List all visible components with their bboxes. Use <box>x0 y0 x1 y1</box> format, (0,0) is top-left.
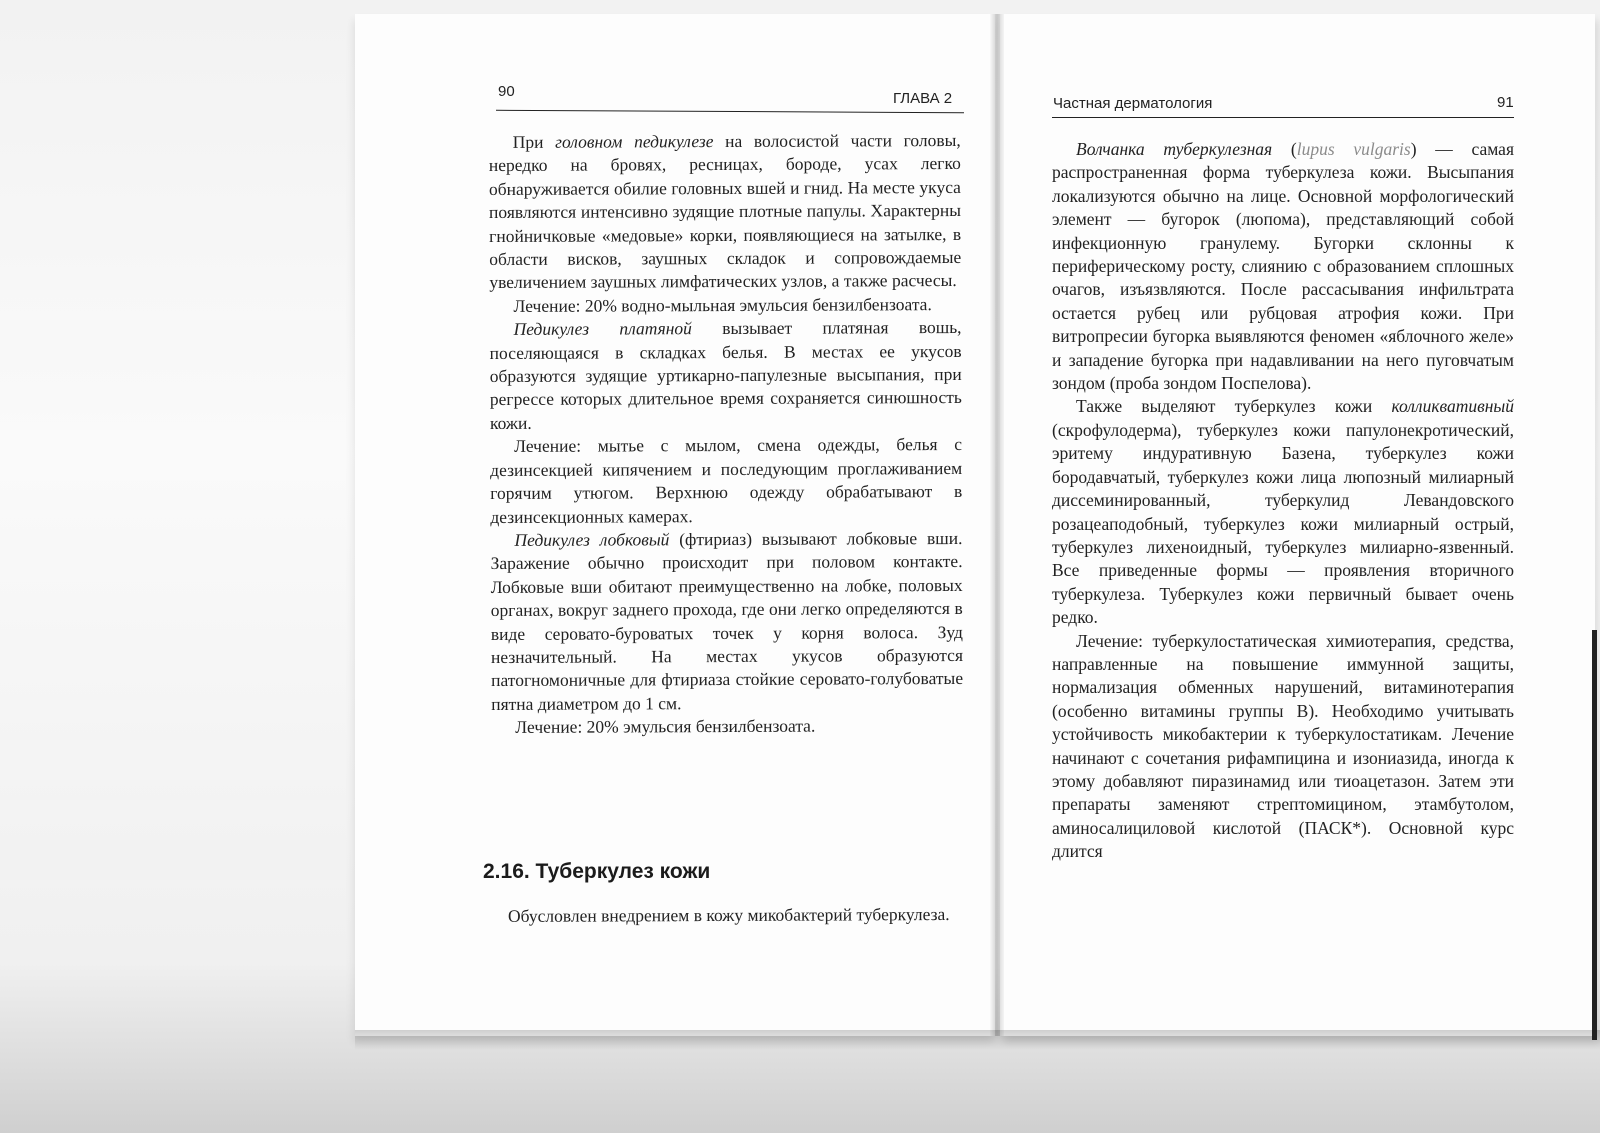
right-header-rule <box>1052 117 1514 118</box>
text-run: При <box>512 131 556 152</box>
paragraph <box>491 714 963 739</box>
paragraph <box>490 433 962 529</box>
right-running-head: Частная дерматология <box>1053 95 1213 112</box>
italic-term: головном педикулезе <box>555 131 714 152</box>
italic-term: колликвативный <box>1391 396 1514 417</box>
left-page-number: 90 <box>498 83 515 100</box>
paragraph <box>489 129 962 295</box>
left-text-column <box>489 129 964 740</box>
paragraph <box>490 527 963 716</box>
italic-latin-term: lupus vulgaris <box>1296 139 1411 159</box>
book-gutter <box>990 14 1004 1036</box>
paragraph <box>1052 395 1514 629</box>
paragraph <box>1052 630 1514 864</box>
text-run: Лечение: 20% эмульсия бензилбензоата. <box>515 715 816 738</box>
text-run: Лечение: туберкулостатическая химиотерапия, средства, направленные на повышение иммунной защиты, нормализация обменных нарушений, витаминотерапия (особенно витамины группы В). Необходимо учитывать устойчивость микобактерии к туберкулостатикам. Лечение начинают с сочетания рифампицина и изониазида, иногда к этому добавляют пиразинамид или тиоацетазон. Затем эти препараты заменяют стрептомицином, этамбутолом, аминосалициловой кислотой (ПАСК*). Основной курс длится <box>1052 630 1514 862</box>
italic-term: Педикулез лобковый <box>514 529 670 550</box>
section-text <box>484 903 954 928</box>
right-text-column <box>1052 138 1514 864</box>
italic-term: Педикулез платяной <box>513 318 692 340</box>
text-run: на волосистой части головы, нередко на бровях, ресницах, бороде, усах легко обнаруживается обилие головных вшей и гнид. На месте укуса появляются интенсивно зудящие плотные папулы. Характерны гнойничковые «медовые» корки, появляющиеся на затылке, в области висков, заушных складок и сопровождаемые увеличением заушных лимфатических узлов, а также расчесы. <box>488 129 962 293</box>
text-run: вызывает платяная вошь, поселяющаяся в складках белья. В местах ее укусов образуются зудящие уртикарно-папулезные высыпания, при регрессе которых длительное время сохраняется синюшность кожи. <box>489 317 962 433</box>
text-run: (фтириаз) вызывают лобковые вши. Заражение обычно происходит при половом контакте. Лобковые вши обитают преимущественно на лобке, половых органах, вокруг заднего прохода, где они легко определяются в виде серовато-буроватых точек у корня волоса. Зуд незначительный. На местах укусов образуются патогномоничные для фтириаза стойкие серовато-голубоватые пятна диаметром до 1 см. <box>490 527 964 714</box>
paragraph <box>1052 138 1514 395</box>
scan-edge <box>1592 630 1597 1040</box>
text-run: (скрофулодерма), туберкулез кожи папулонекротический, эритему индуративную Базена, туберкулез кожи бородавчатый, туберкулез кожи лица люпозный милиарный диссеминированный, туберкулид Левандовского розацеаподобный, туберкулез кожи милиарный острый, туберкулез лихеноидный, туберкулез милиарно-язвенный. Все приведенные формы — проявления вторичного туберкулеза. Туберкулез кожи первичный бывает очень редко. <box>1052 419 1514 628</box>
text-run: ) — самая распространенная форма туберкулеза кожи. Высыпания локализуются обычно на лице. Основной морфологический элемент — бугорок (люпома), представляющий собой инфекционную гранулему. Бугорки склонны к периферическому росту, слиянию с образованием сплошных очагов, изъязвляются. После рассасывания инфильтрата остается рубец или рубцовая атрофия кожи. При витропресии бугорка выявляются феномен «яблочного желе» и западение бугорка при надавливании на него пуговчатым зондом (проба зондом Поспелова). <box>1052 139 1514 394</box>
right-page-number: 91 <box>1497 94 1514 111</box>
left-running-head: ГЛАВА 2 <box>893 90 953 107</box>
section-heading: 2.16. Туберкулез кожи <box>483 860 711 883</box>
paragraph <box>489 293 961 318</box>
italic-term: Волчанка туберкулезная <box>1076 139 1273 159</box>
paragraph: Обусловлен внедрением в кожу микобактерий туберкулеза. <box>507 903 950 926</box>
text-run: ( <box>1272 139 1297 159</box>
paragraph <box>489 316 962 435</box>
text-run: Также выделяют туберкулез кожи <box>1076 396 1392 417</box>
page-bottom-shadow <box>355 1030 1600 1050</box>
text-run: Лечение: мытье с мылом, смена одежды, белья с дезинсекцией кипячением и последующим проглаживанием горячим утюгом. Верхнюю одежду обрабатывают в дезинсекционных камерах. <box>490 434 963 527</box>
text-run: Лечение: 20% водно-мыльная эмульсия бензилбензоата. <box>513 293 932 316</box>
